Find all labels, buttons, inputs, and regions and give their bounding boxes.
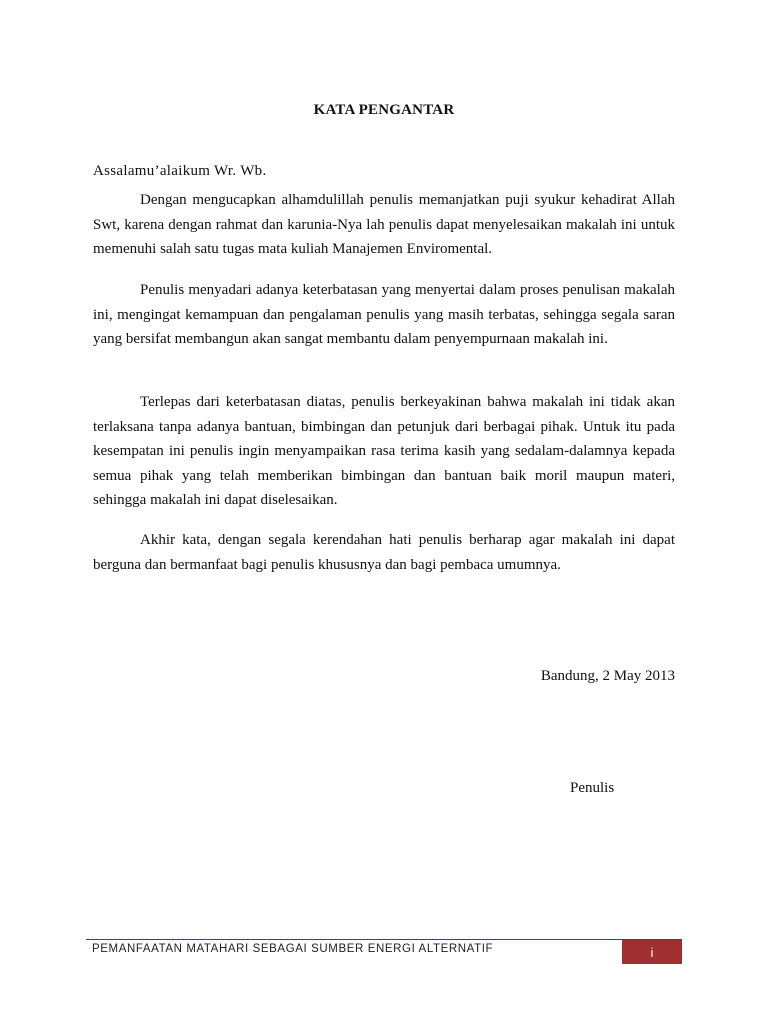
paragraph-1: Dengan mengucapkan alhamdulillah penulis memanjatkan puji syukur kehadirat Allah Swt, karena dengan rahmat dan karunia-Nya lah penulis dapat menyelesaikan makalah ini untuk memenuhi salah satu tugas mata kuliah Manajemen Enviromental. [93, 192, 675, 257]
place-date: Bandung, 2 May 2013 [540, 668, 675, 684]
paragraph-2: Penulis menyadari adanya keterbatasan yang menyertai dalam proses penulisan makalah ini, mengingat kemampuan dan pengalaman penulis yang masih terbatas, sehingga segala saran yang bersifat membangun akan sangat membantu dalam penyempurnaan makalah ini. [93, 282, 675, 347]
page-number: i [650, 944, 654, 960]
paragraph-4: Akhir kata, dengan segala kerendahan hati penulis berharap agar makalah ini dapat berguna dan bermanfaat bagi penulis khususnya dan bagi pembaca umumnya. [93, 532, 675, 573]
page-number-badge [622, 940, 682, 964]
author-signature-label: Penulis [570, 780, 615, 796]
paragraph-3: Terlepas dari keterbatasan diatas, penulis berkeyakinan bahwa makalah ini tidak akan terlaksana tanpa adanya bantuan, bimbingan dan petunjuk dari berbagai pihak. Untuk itu pada kesempatan ini penulis ingin menyampaikan rasa terima kasih yang sedalam-dalamnya kepada semua pihak yang telah memberikan bimbingan dan bantuan baik moril maupun materi, sehingga makalah ini dapat diselesaikan. [93, 394, 675, 508]
salutation: Assalamu’alaikum Wr. Wb. [93, 163, 267, 179]
page-title: KATA PENGANTAR [313, 102, 455, 118]
footer-title: PEMANFAATAN MATAHARI SEBAGAI SUMBER ENERGI ALTERNATIF [92, 943, 494, 955]
footer-divider [86, 939, 682, 940]
